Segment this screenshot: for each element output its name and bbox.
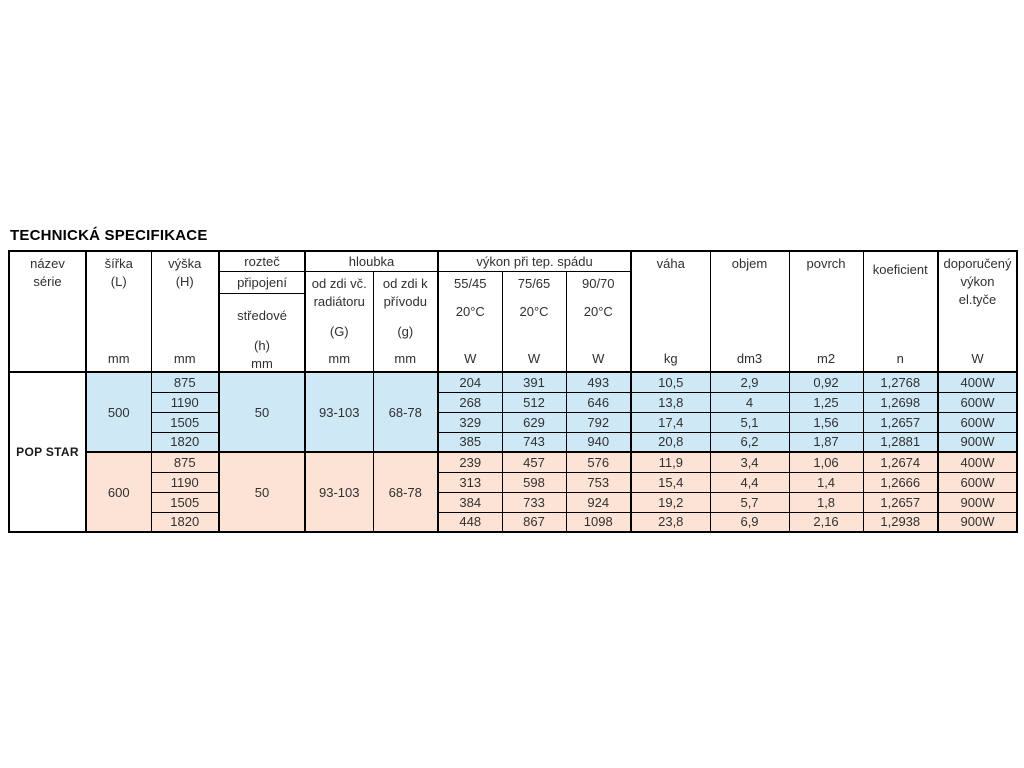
cell-koeficient: 1,2698 — [863, 392, 938, 412]
cell-vaha: 13,8 — [631, 392, 710, 412]
cell-koeficient: 1,2938 — [863, 512, 938, 532]
cell-hloubka-k: 68-78 — [373, 372, 438, 452]
header-nazev-line1: název — [30, 256, 65, 271]
table-row — [9, 472, 1017, 492]
cell-hloubka-g: 93-103 — [305, 452, 373, 532]
cell-vyska: 1190 — [151, 392, 219, 412]
cell-sirka-600: 600 — [86, 452, 151, 532]
table-row — [9, 392, 1017, 412]
cell-vykon-5545: 239 — [438, 452, 502, 472]
cell-vykon-9070: 1098 — [566, 512, 631, 532]
header-od-zdi-privodu-line1: od zdi k — [382, 275, 428, 291]
header-spad-7565-label: 75/65 — [517, 275, 551, 291]
cell-objem: 3,4 — [710, 452, 789, 472]
cell-vaha: 17,4 — [631, 412, 710, 432]
cell-koeficient: 1,2881 — [863, 432, 938, 452]
cell-hloubka-g: 93-103 — [305, 372, 373, 452]
header-stredove — [219, 293, 305, 372]
cell-vyska: 1190 — [151, 472, 219, 492]
table-row — [9, 372, 1017, 392]
cell-povrch: 1,56 — [789, 412, 863, 432]
cell-vyska: 875 — [151, 452, 219, 472]
cell-povrch: 1,06 — [789, 452, 863, 472]
cell-vaha: 19,2 — [631, 492, 710, 512]
cell-povrch: 1,8 — [789, 492, 863, 512]
header-povrch-unit: m2 — [816, 351, 836, 366]
cell-objem: 5,1 — [710, 412, 789, 432]
header-doporuceny — [938, 251, 1017, 372]
header-spad-9070-temp: 20°C — [583, 303, 613, 319]
header-vaha-unit: kg — [663, 351, 678, 366]
header-objem-unit: dm3 — [736, 351, 763, 366]
cell-vykon-9070: 940 — [566, 432, 631, 452]
header-vyska-sub: (H) — [175, 274, 194, 289]
cell-vyska: 1820 — [151, 512, 219, 532]
cell-objem: 6,2 — [710, 432, 789, 452]
cell-vykon-9070: 753 — [566, 472, 631, 492]
cell-objem: 5,7 — [710, 492, 789, 512]
cell-povrch: 1,4 — [789, 472, 863, 492]
header-od-zdi-radiatoru-unit: mm — [328, 350, 351, 366]
cell-vykon-9070: 576 — [566, 452, 631, 472]
cell-vyska: 1505 — [151, 492, 219, 512]
header-od-zdi-privodu — [373, 271, 438, 372]
cell-vaha: 23,8 — [631, 512, 710, 532]
cell-objem: 4,4 — [710, 472, 789, 492]
header-objem-label: objem — [731, 256, 768, 271]
cell-el-vykon: 900W — [938, 492, 1017, 512]
page-title: TECHNICKÁ SPECIFIKACE — [10, 227, 208, 244]
header-stredove-label: středové — [237, 307, 287, 323]
cell-vykon-7565: 867 — [502, 512, 566, 532]
header-od-zdi-privodu-sub: (g) — [397, 323, 414, 339]
header-vyska-label: výška — [168, 256, 202, 271]
cell-el-vykon: 400W — [938, 372, 1017, 392]
cell-vykon-5545: 268 — [438, 392, 502, 412]
header-koeficient — [863, 251, 938, 372]
header-spad-5545-label: 55/45 — [453, 275, 487, 291]
header-roztec: rozteč — [219, 251, 305, 271]
table-row — [9, 412, 1017, 432]
cell-vykon-9070: 493 — [566, 372, 631, 392]
header-vykon: výkon při tep. spádu — [438, 251, 631, 271]
header-doporuceny-line3: el.tyče — [958, 292, 997, 307]
cell-hloubka-k: 68-78 — [373, 452, 438, 532]
header-vyska-unit: mm — [173, 351, 196, 366]
header-koeficient-unit: n — [896, 351, 904, 366]
header-sirka-label: šířka — [104, 256, 133, 271]
header-sirka-unit: mm — [107, 351, 130, 366]
specification-table — [8, 250, 1018, 533]
header-koeficient-label: koeficient — [872, 262, 928, 277]
cell-vykon-7565: 743 — [502, 432, 566, 452]
cell-povrch: 1,87 — [789, 432, 863, 452]
cell-vykon-5545: 329 — [438, 412, 502, 432]
cell-el-vykon: 600W — [938, 392, 1017, 412]
header-spad-7565-temp: 20°C — [519, 303, 549, 319]
cell-koeficient: 1,2674 — [863, 452, 938, 472]
header-od-zdi-radiatoru-line1: od zdi vč. — [311, 275, 367, 291]
table-row — [9, 512, 1017, 532]
header-vyska — [151, 251, 219, 372]
header-spad-5545 — [438, 271, 502, 372]
cell-vykon-5545: 384 — [438, 492, 502, 512]
header-od-zdi-radiatoru — [305, 271, 373, 372]
header-spad-7565 — [502, 271, 566, 372]
cell-koeficient: 1,2657 — [863, 412, 938, 432]
cell-vykon-9070: 924 — [566, 492, 631, 512]
cell-el-vykon: 900W — [938, 432, 1017, 452]
cell-vaha: 11,9 — [631, 452, 710, 472]
cell-roztec: 50 — [219, 452, 305, 532]
cell-vykon-7565: 512 — [502, 392, 566, 412]
cell-povrch: 0,92 — [789, 372, 863, 392]
cell-el-vykon: 600W — [938, 412, 1017, 432]
header-row-1 — [9, 251, 1017, 271]
cell-vykon-7565: 629 — [502, 412, 566, 432]
header-sirka-sub: (L) — [110, 274, 127, 289]
header-od-zdi-radiatoru-line2: radiátoru — [313, 293, 365, 309]
header-doporuceny-line2: výkon — [960, 274, 995, 289]
header-stredove-unit: mm — [251, 355, 273, 371]
table-row — [9, 432, 1017, 452]
header-od-zdi-privodu-unit: mm — [394, 350, 417, 366]
cell-koeficient: 1,2768 — [863, 372, 938, 392]
header-spad-9070-unit: W — [592, 350, 605, 366]
cell-vykon-5545: 385 — [438, 432, 502, 452]
header-povrch-label: povrch — [806, 256, 846, 271]
cell-vykon-9070: 792 — [566, 412, 631, 432]
cell-povrch: 2,16 — [789, 512, 863, 532]
cell-vykon-9070: 646 — [566, 392, 631, 412]
cell-vyska: 875 — [151, 372, 219, 392]
table-row — [9, 452, 1017, 472]
cell-vykon-5545: 204 — [438, 372, 502, 392]
cell-povrch: 1,25 — [789, 392, 863, 412]
cell-vykon-5545: 313 — [438, 472, 502, 492]
header-vaha — [631, 251, 710, 372]
table-row — [9, 492, 1017, 512]
cell-vykon-7565: 598 — [502, 472, 566, 492]
cell-vaha: 10,5 — [631, 372, 710, 392]
cell-vyska: 1505 — [151, 412, 219, 432]
header-spad-9070-label: 90/70 — [581, 275, 615, 291]
header-povrch — [789, 251, 863, 372]
header-nazev-line2: série — [33, 274, 62, 289]
header-doporuceny-line1: doporučený — [943, 256, 1012, 271]
cell-sirka-500: 500 — [86, 372, 151, 452]
cell-el-vykon: 600W — [938, 472, 1017, 492]
cell-koeficient: 1,2666 — [863, 472, 938, 492]
header-pripojeni: připojení — [219, 271, 305, 293]
header-spad-7565-unit: W — [527, 350, 541, 366]
cell-vykon-7565: 733 — [502, 492, 566, 512]
series-name-cell: POP STAR — [9, 372, 86, 532]
cell-el-vykon: 400W — [938, 452, 1017, 472]
cell-vaha: 15,4 — [631, 472, 710, 492]
header-hloubka: hloubka — [305, 251, 438, 271]
header-spad-5545-temp: 20°C — [455, 303, 485, 319]
cell-el-vykon: 900W — [938, 512, 1017, 532]
cell-koeficient: 1,2657 — [863, 492, 938, 512]
header-od-zdi-radiatoru-sub: (G) — [329, 323, 349, 339]
cell-vykon-5545: 448 — [438, 512, 502, 532]
cell-vykon-7565: 457 — [502, 452, 566, 472]
header-spad-9070 — [566, 271, 631, 372]
cell-objem: 2,9 — [710, 372, 789, 392]
header-nazev-serie — [9, 251, 86, 372]
header-objem — [710, 251, 789, 372]
header-spad-5545-unit: W — [464, 350, 477, 366]
cell-roztec: 50 — [219, 372, 305, 452]
header-stredove-sub: (h) — [254, 337, 270, 353]
cell-objem: 4 — [710, 392, 789, 412]
cell-vyska: 1820 — [151, 432, 219, 452]
cell-vykon-7565: 391 — [502, 372, 566, 392]
header-vaha-label: váha — [656, 256, 685, 271]
cell-objem: 6,9 — [710, 512, 789, 532]
header-doporuceny-unit: W — [971, 351, 984, 366]
header-od-zdi-privodu-line2: přívodu — [383, 293, 427, 309]
cell-vaha: 20,8 — [631, 432, 710, 452]
header-sirka — [86, 251, 151, 372]
